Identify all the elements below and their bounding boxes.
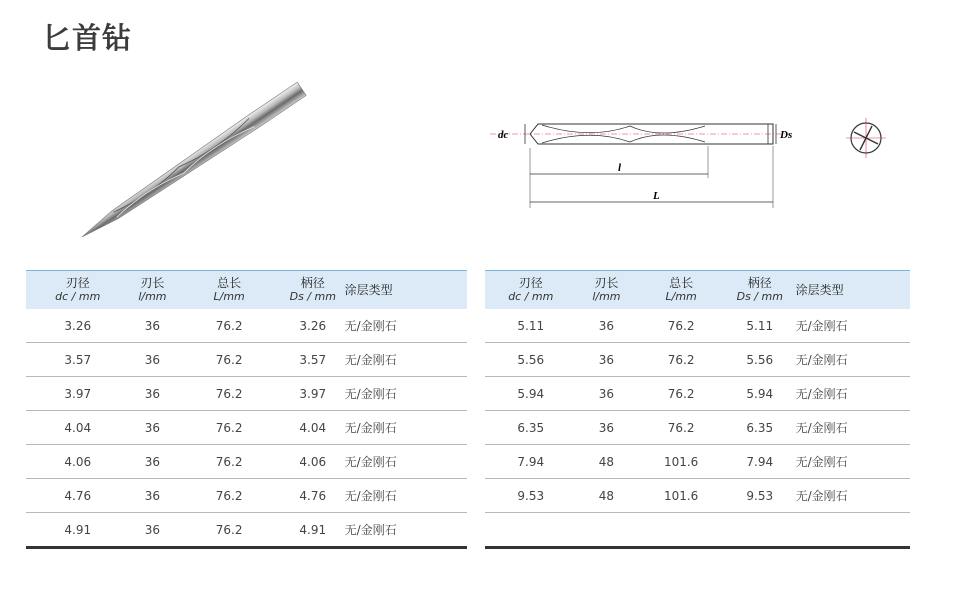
table-cell: 36 [130,411,176,445]
table-row [26,343,467,377]
table-cell: 36 [130,343,176,377]
table-row [485,445,910,479]
table-cell: 4.04 [26,411,130,445]
table-cell: 36 [577,377,637,411]
table-header-row [485,271,910,310]
dc-label: dc [498,129,509,141]
header-cell: 涂层类型 [343,271,467,310]
table-cell: 无/金刚石 [343,377,467,411]
table-cell: 无/金刚石 [343,479,467,513]
table-row [26,309,467,343]
table-cell: 3.26 [283,309,343,343]
table-cell: 4.91 [283,513,343,548]
table-cell: 76.2 [636,411,726,445]
table-cell: 76.2 [175,411,283,445]
header-cell: 柄径 Ds / mm [726,271,794,310]
table-cell: 76.2 [175,513,283,548]
table-cell: 76.2 [636,309,726,343]
table-cell: 3.97 [283,377,343,411]
table-cell: 5.56 [726,343,794,377]
table-cell: 3.57 [283,343,343,377]
table-cell: 4.04 [283,411,343,445]
table-cell [794,513,910,548]
table-row [26,445,467,479]
table-cell: 无/金刚石 [343,445,467,479]
table-cell: 5.56 [485,343,577,377]
dimension-drawing [490,98,793,213]
table-cell: 3.57 [26,343,130,377]
L-label: L [653,190,660,202]
table-cell: 无/金刚石 [794,343,910,377]
end-view-icon [846,118,886,158]
table-cell: 4.06 [26,445,130,479]
l-label: l [618,162,622,174]
table-cell: 无/金刚石 [343,343,467,377]
header-cell: 刃径 dc / mm [485,271,577,310]
table-cell: 无/金刚石 [343,411,467,445]
table-row [26,513,467,548]
table-cell: 36 [130,513,176,548]
table-row [485,411,910,445]
table-cell: 7.94 [726,445,794,479]
header-cell: 总长 L/mm [636,271,726,310]
table-cell: 无/金刚石 [794,309,910,343]
table-cell: 76.2 [175,309,283,343]
table-cell: 无/金刚石 [343,309,467,343]
table-cell: 5.94 [726,377,794,411]
table-cell: 101.6 [636,445,726,479]
table-cell: 76.2 [175,377,283,411]
table-cell: 无/金刚石 [794,411,910,445]
ds-label: Ds [780,129,793,141]
table-row [485,377,910,411]
page-title: 匕首钻 [42,21,133,55]
table-cell: 5.11 [485,309,577,343]
table-cell: 36 [577,411,637,445]
table-cell: 9.53 [726,479,794,513]
table-row [26,411,467,445]
table-row [485,479,910,513]
table-cell: 76.2 [175,343,283,377]
table-cell [485,513,577,548]
header-cell: 刃长 l/mm [130,271,176,310]
table-cell [726,513,794,548]
table-cell: 4.76 [283,479,343,513]
table-cell: 36 [130,309,176,343]
table-cell: 36 [577,343,637,377]
table-cell: 4.91 [26,513,130,548]
table-cell: 4.06 [283,445,343,479]
table-cell: 6.35 [726,411,794,445]
table-cell: 无/金刚石 [343,513,467,548]
table-cell: 36 [130,377,176,411]
header-cell: 刃径 dc / mm [26,271,130,310]
table-row [485,343,910,377]
spec-table-right [485,270,910,549]
table-row [485,309,910,343]
table-cell: 无/金刚石 [794,377,910,411]
table-cell [577,513,637,548]
table-cell: 无/金刚石 [794,479,910,513]
table-cell: 9.53 [485,479,577,513]
table-cell [636,513,726,548]
table-cell: 5.94 [485,377,577,411]
table-cell: 5.11 [726,309,794,343]
table-header-row [26,271,467,310]
table-cell: 7.94 [485,445,577,479]
spec-table-left [26,270,467,549]
table-cell: 48 [577,445,637,479]
table-cell: 76.2 [175,479,283,513]
table-cell: 3.26 [26,309,130,343]
table-cell: 6.35 [485,411,577,445]
header-cell: 涂层类型 [794,271,910,310]
table-cell: 76.2 [636,343,726,377]
header-cell: 刃长 l/mm [577,271,637,310]
table-cell: 76.2 [636,377,726,411]
table-cell: 无/金刚石 [794,445,910,479]
table-cell: 36 [130,445,176,479]
table-cell: 3.97 [26,377,130,411]
drill-photo [70,92,320,252]
table-cell: 36 [130,479,176,513]
table-cell: 76.2 [175,445,283,479]
header-cell: 总长 L/mm [175,271,283,310]
table-cell: 36 [577,309,637,343]
table-cell: 4.76 [26,479,130,513]
table-cell: 48 [577,479,637,513]
header-cell: 柄径 Ds / mm [283,271,343,310]
table-row [26,377,467,411]
table-row [26,479,467,513]
table-row [485,513,910,548]
table-cell: 101.6 [636,479,726,513]
